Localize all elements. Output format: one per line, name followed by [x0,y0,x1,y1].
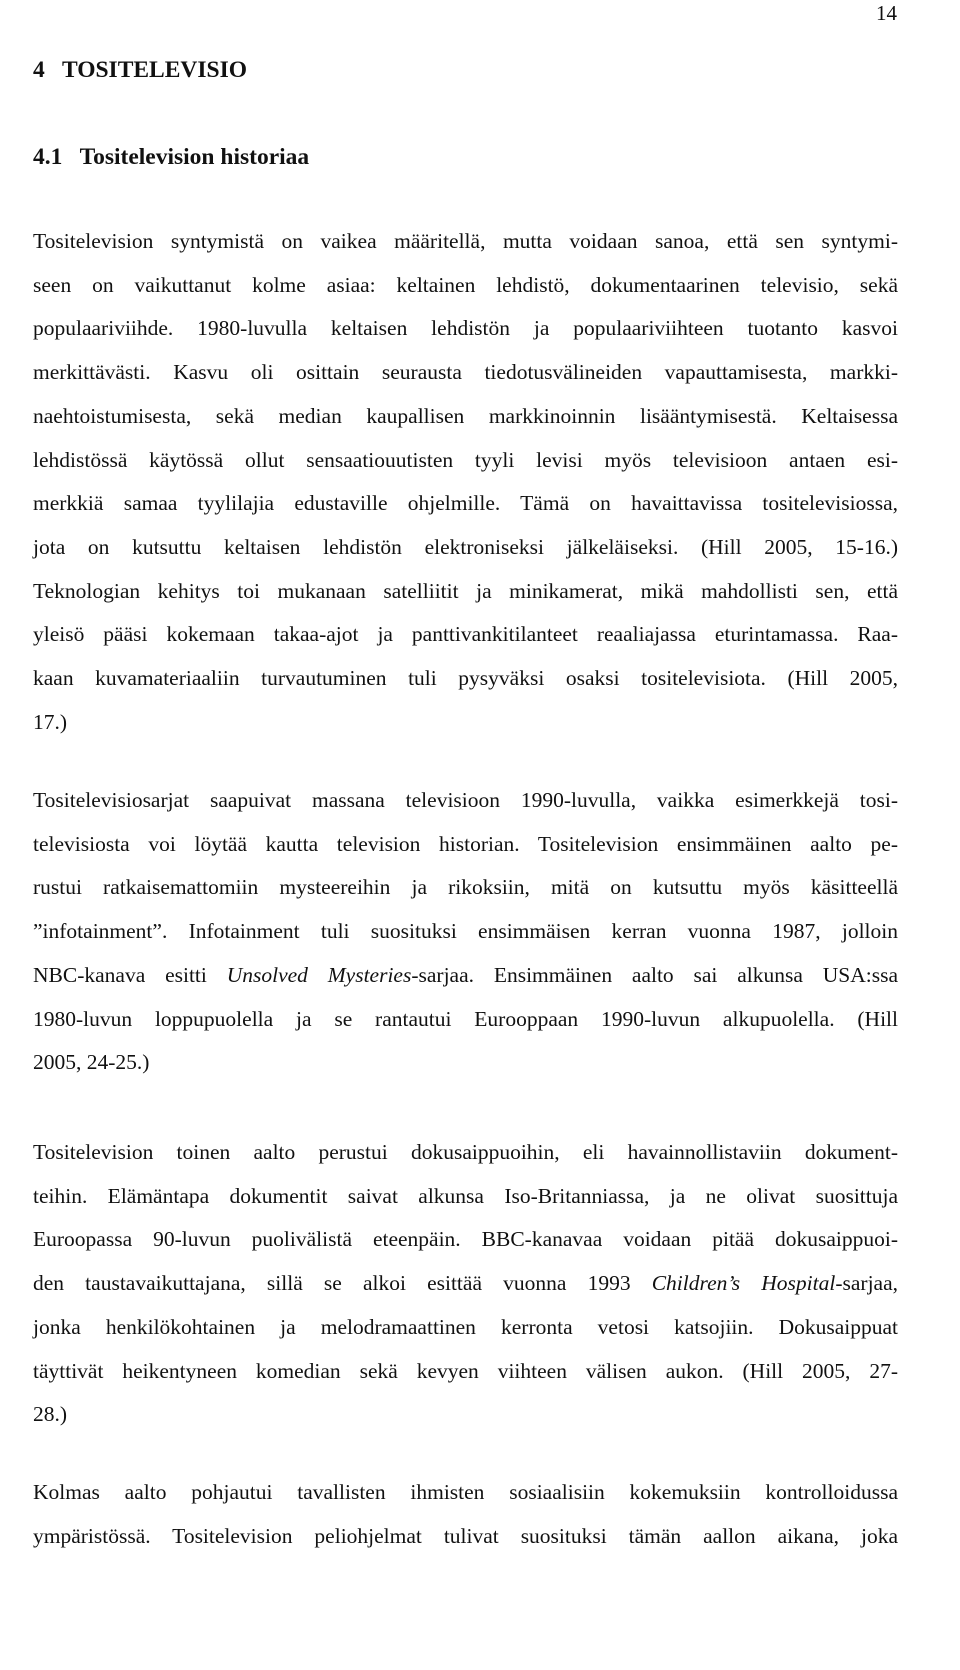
text-line: populaariviihde. 1980-luvulla keltaisen lehdistön ja populaariviihteen tuotanto kasvoi [33,316,898,341]
text-line: rustui ratkaisemattomiin mysteereihin ja rikoksiin, mitä on kutsuttu myös käsitteellä [33,875,898,900]
page-number: 14 [876,1,897,25]
section-heading: 4.1 Tositelevision historiaa [33,144,310,170]
italic-title: Unsolved Mysteries [226,962,412,987]
text-line: Euroopassa 90-luvun puolivälistä eteenpäin. BBC-kanavaa voidaan pitää dokusaippuoi- [33,1227,898,1252]
text-run: -sarjaa. Ensimmäinen aalto sai alkunsa USA:ssa [411,962,898,987]
text-run: den taustavaikuttajana, sillä se alkoi esittää vuonna 1993 [33,1271,652,1296]
text-line: Teknologian kehitys toi mukanaan satelliitit ja minikamerat, mikä mahdollisti sen, että [33,578,898,603]
text-line: jota on kutsuttu keltaisen lehdistön elektroniseksi jälkeläiseksi. (Hill 2005, 15-16.) [33,534,898,559]
text-line: televisiosta voi löytää kautta television historian. Tositelevision ensimmäinen aalto pe- [33,831,898,856]
text-line: merkkiä samaa tyylilajia edustaville ohjelmille. Tämä on havaittavissa tositelevisiossa, [33,491,898,516]
text-line: ”infotainment”. Infotainment tuli suosituksi ensimmäisen kerran vuonna 1987, jolloin [33,919,898,944]
text-line: jonka henkilökohtainen ja melodramaattinen kerronta vetosi katsojiin. Dokusaippuat [33,1314,898,1339]
text-line: naehtoistumisesta, sekä median kaupallisen markkinoinnin lisääntymisestä. Keltaisessa [33,403,898,428]
text-line: Tositelevision syntymistä on vaikea määritellä, mutta voidaan sanoa, että sen syntymi- [33,229,898,253]
text-line: ympäristössä. Tositelevision peliohjelmat tulivat suosituksi tämän aallon aikana, joka [33,1523,898,1548]
text-line: kaan kuvamateriaaliin turvautuminen tuli pysyväksi osaksi tositelevisiota. (Hill 2005, [33,666,898,690]
text-line: Kolmas aalto pohjautui tavallisten ihmisten sosiaalisiin kokemuksiin kontrolloidussa [33,1480,898,1504]
text-line: yleisö pääsi kokemaan takaa-ajot ja panttivankitilanteet reaaliajassa eturintamassa. Raa- [33,622,898,647]
text-line [33,1270,898,1296]
text-run: NBC-kanava esitti [33,962,227,987]
text-line: Tositelevision toinen aalto perustui dokusaippuoihin, eli havainnollistaviin dokument- [33,1140,898,1164]
text-line: seen on vaikuttanut kolme asiaa: keltainen lehdistö, dokumentaarinen televisio, sekä [33,272,898,297]
text-line: lehdistössä käytössä ollut sensaatiouutisten tyyli levisi myös televisioon antaen esi- [33,447,898,472]
text-line: 1980-luvun loppupuolella ja se rantautui Eurooppaan 1990-luvun alkupuolella. (Hill [33,1006,898,1031]
text-line: merkittävästi. Kasvu oli osittain seurausta tiedotusvälineiden vapauttamisesta, markki- [33,360,898,385]
text-line: täyttivät heikentyneen komedian sekä kevyen viihteen välisen aukon. (Hill 2005, 27- [33,1358,898,1383]
text-line: 2005, 24-25.) [33,1050,150,1075]
text-line [33,962,898,988]
text-line: 17.) [33,709,68,734]
text-line: teihin. Elämäntapa dokumentit saivat alkunsa Iso-Britanniassa, ja ne olivat suosittuja [33,1183,898,1208]
text-line: 28.) [33,1402,68,1427]
italic-title: Children’s Hospital [651,1271,836,1296]
chapter-heading: 4 TOSITELEVISIO [33,57,248,83]
text-run: -sarjaa, [835,1271,899,1296]
text-line: Tositelevisiosarjat saapuivat massana televisioon 1990-luvulla, vaikka esimerkkejä tosi- [33,788,898,812]
